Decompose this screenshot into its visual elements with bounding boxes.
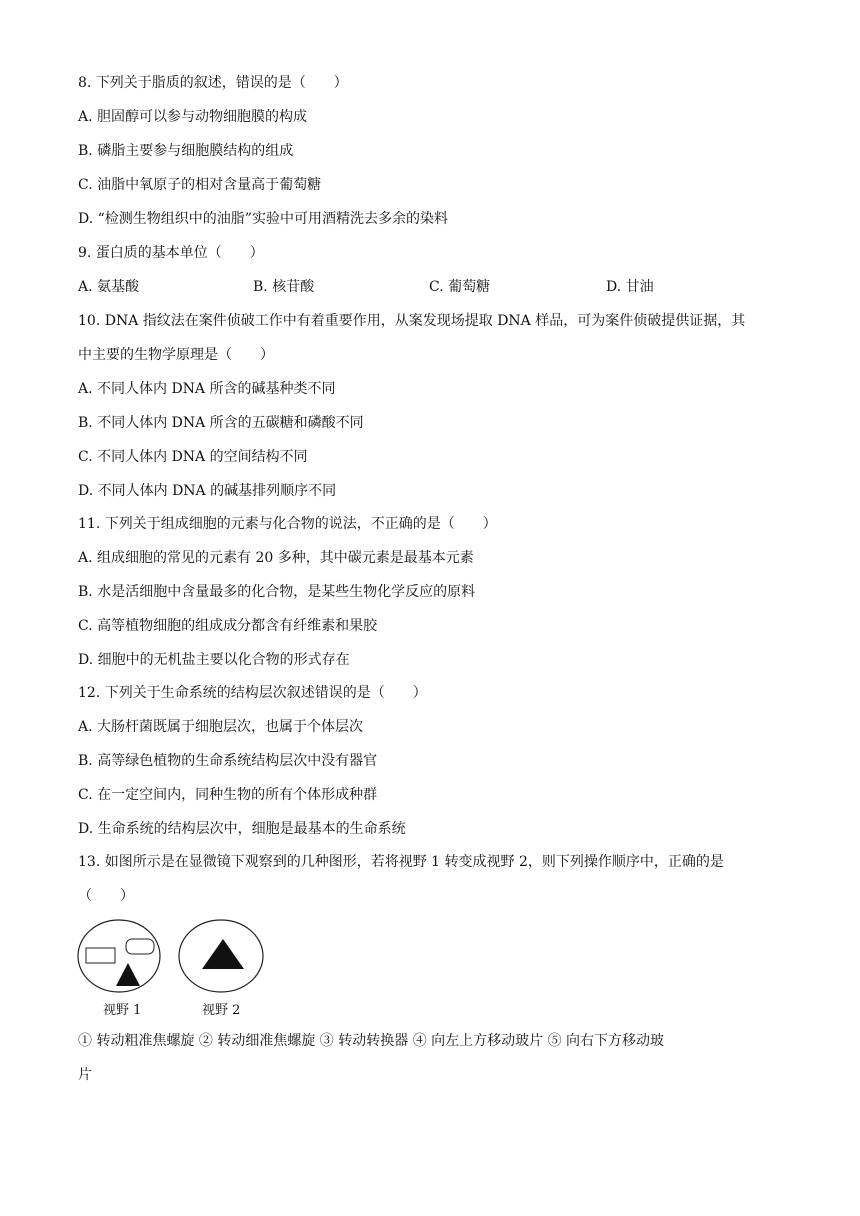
microscope-fields-drawing xyxy=(76,917,276,997)
question-9-option-c: C. 葡萄糖 xyxy=(429,279,491,295)
question-10-option-b: B. 不同人体内 DNA 所含的五碳糖和磷酸不同 xyxy=(78,415,364,431)
question-10-option-a: A. 不同人体内 DNA 所含的碱基种类不同 xyxy=(78,381,336,397)
field-2-triangle xyxy=(202,939,244,969)
question-8-option-d: D. “检测生物组织中的油脂”实验中可用酒精洗去多余的染料 xyxy=(78,211,448,227)
question-10-option-d: D. 不同人体内 DNA 的碱基排列顺序不同 xyxy=(78,483,337,499)
question-11-stem: 11. 下列关于组成细胞的元素与化合物的说法，不正确的是（ ） xyxy=(78,516,497,532)
question-12-option-d: D. 生命系统的结构层次中，细胞是最基本的生命系统 xyxy=(78,821,406,837)
question-13-steps-line1: ① 转动粗准焦螺旋 ② 转动细准焦螺旋 ③ 转动转换器 ④ 向左上方移动玻片 ⑤ 向右下方移动玻 xyxy=(78,1033,665,1049)
question-11-option-a: A. 组成细胞的常见的元素有 20 多种，其中碳元素是最基本元素 xyxy=(78,550,474,566)
question-11-option-c: C. 高等植物细胞的组成成分都含有纤维素和果胶 xyxy=(78,618,378,634)
field-1-label: 视野 1 xyxy=(103,1003,142,1018)
question-12-stem: 12. 下列关于生命系统的结构层次叙述错误的是（ ） xyxy=(78,685,427,701)
question-10-stem-line2: 中主要的生物学原理是（ ） xyxy=(78,347,274,363)
microscope-fields-figure xyxy=(76,917,276,1022)
question-12-option-a: A. 大肠杆菌既属于细胞层次，也属于个体层次 xyxy=(78,719,364,735)
question-9-option-b: B. 核苷酸 xyxy=(253,279,315,295)
question-11-option-b: B. 水是活细胞中含量最多的化合物，是某些生物化学反应的原料 xyxy=(78,584,476,600)
field-2-label: 视野 2 xyxy=(202,1003,241,1018)
question-9-stem: 9. 蛋白质的基本单位（ ） xyxy=(78,245,264,261)
question-8-option-a: A. 胆固醇可以参与动物细胞膜的构成 xyxy=(78,109,308,125)
field-1-rectangle xyxy=(86,948,115,963)
question-13-stem-line2: （ ） xyxy=(78,888,134,904)
question-12-option-c: C. 在一定空间内，同种生物的所有个体形成种群 xyxy=(78,787,378,803)
question-12-option-b: B. 高等绿色植物的生命系统结构层次中没有器官 xyxy=(78,753,378,769)
question-8-option-c: C. 油脂中氧原子的相对含量高于葡萄糖 xyxy=(78,177,322,193)
question-11-option-d: D. 细胞中的无机盐主要以化合物的形式存在 xyxy=(78,652,350,668)
question-10-stem-line1: 10. DNA 指纹法在案件侦破工作中有着重要作用，从案发现场提取 DNA 样品，可为案件侦破提供证据，其 xyxy=(78,313,746,329)
question-9-option-a: A. 氨基酸 xyxy=(78,279,140,295)
field-1-rounded-rectangle xyxy=(126,939,154,954)
question-9-option-d: D. 甘油 xyxy=(606,279,654,295)
question-13-stem-line1: 13. 如图所示是在显微镜下观察到的几种图形，若将视野 1 转变成视野 2，则下列操作顺序中，正确的是 xyxy=(78,854,724,870)
field-1-triangle xyxy=(116,963,140,986)
question-10-option-c: C. 不同人体内 DNA 的空间结构不同 xyxy=(78,449,308,465)
question-13-steps-line2: 片 xyxy=(78,1067,92,1083)
question-8-stem: 8. 下列关于脂质的叙述，错误的是（ ） xyxy=(78,75,348,91)
question-8-option-b: B. 磷脂主要参与细胞膜结构的组成 xyxy=(78,143,294,159)
